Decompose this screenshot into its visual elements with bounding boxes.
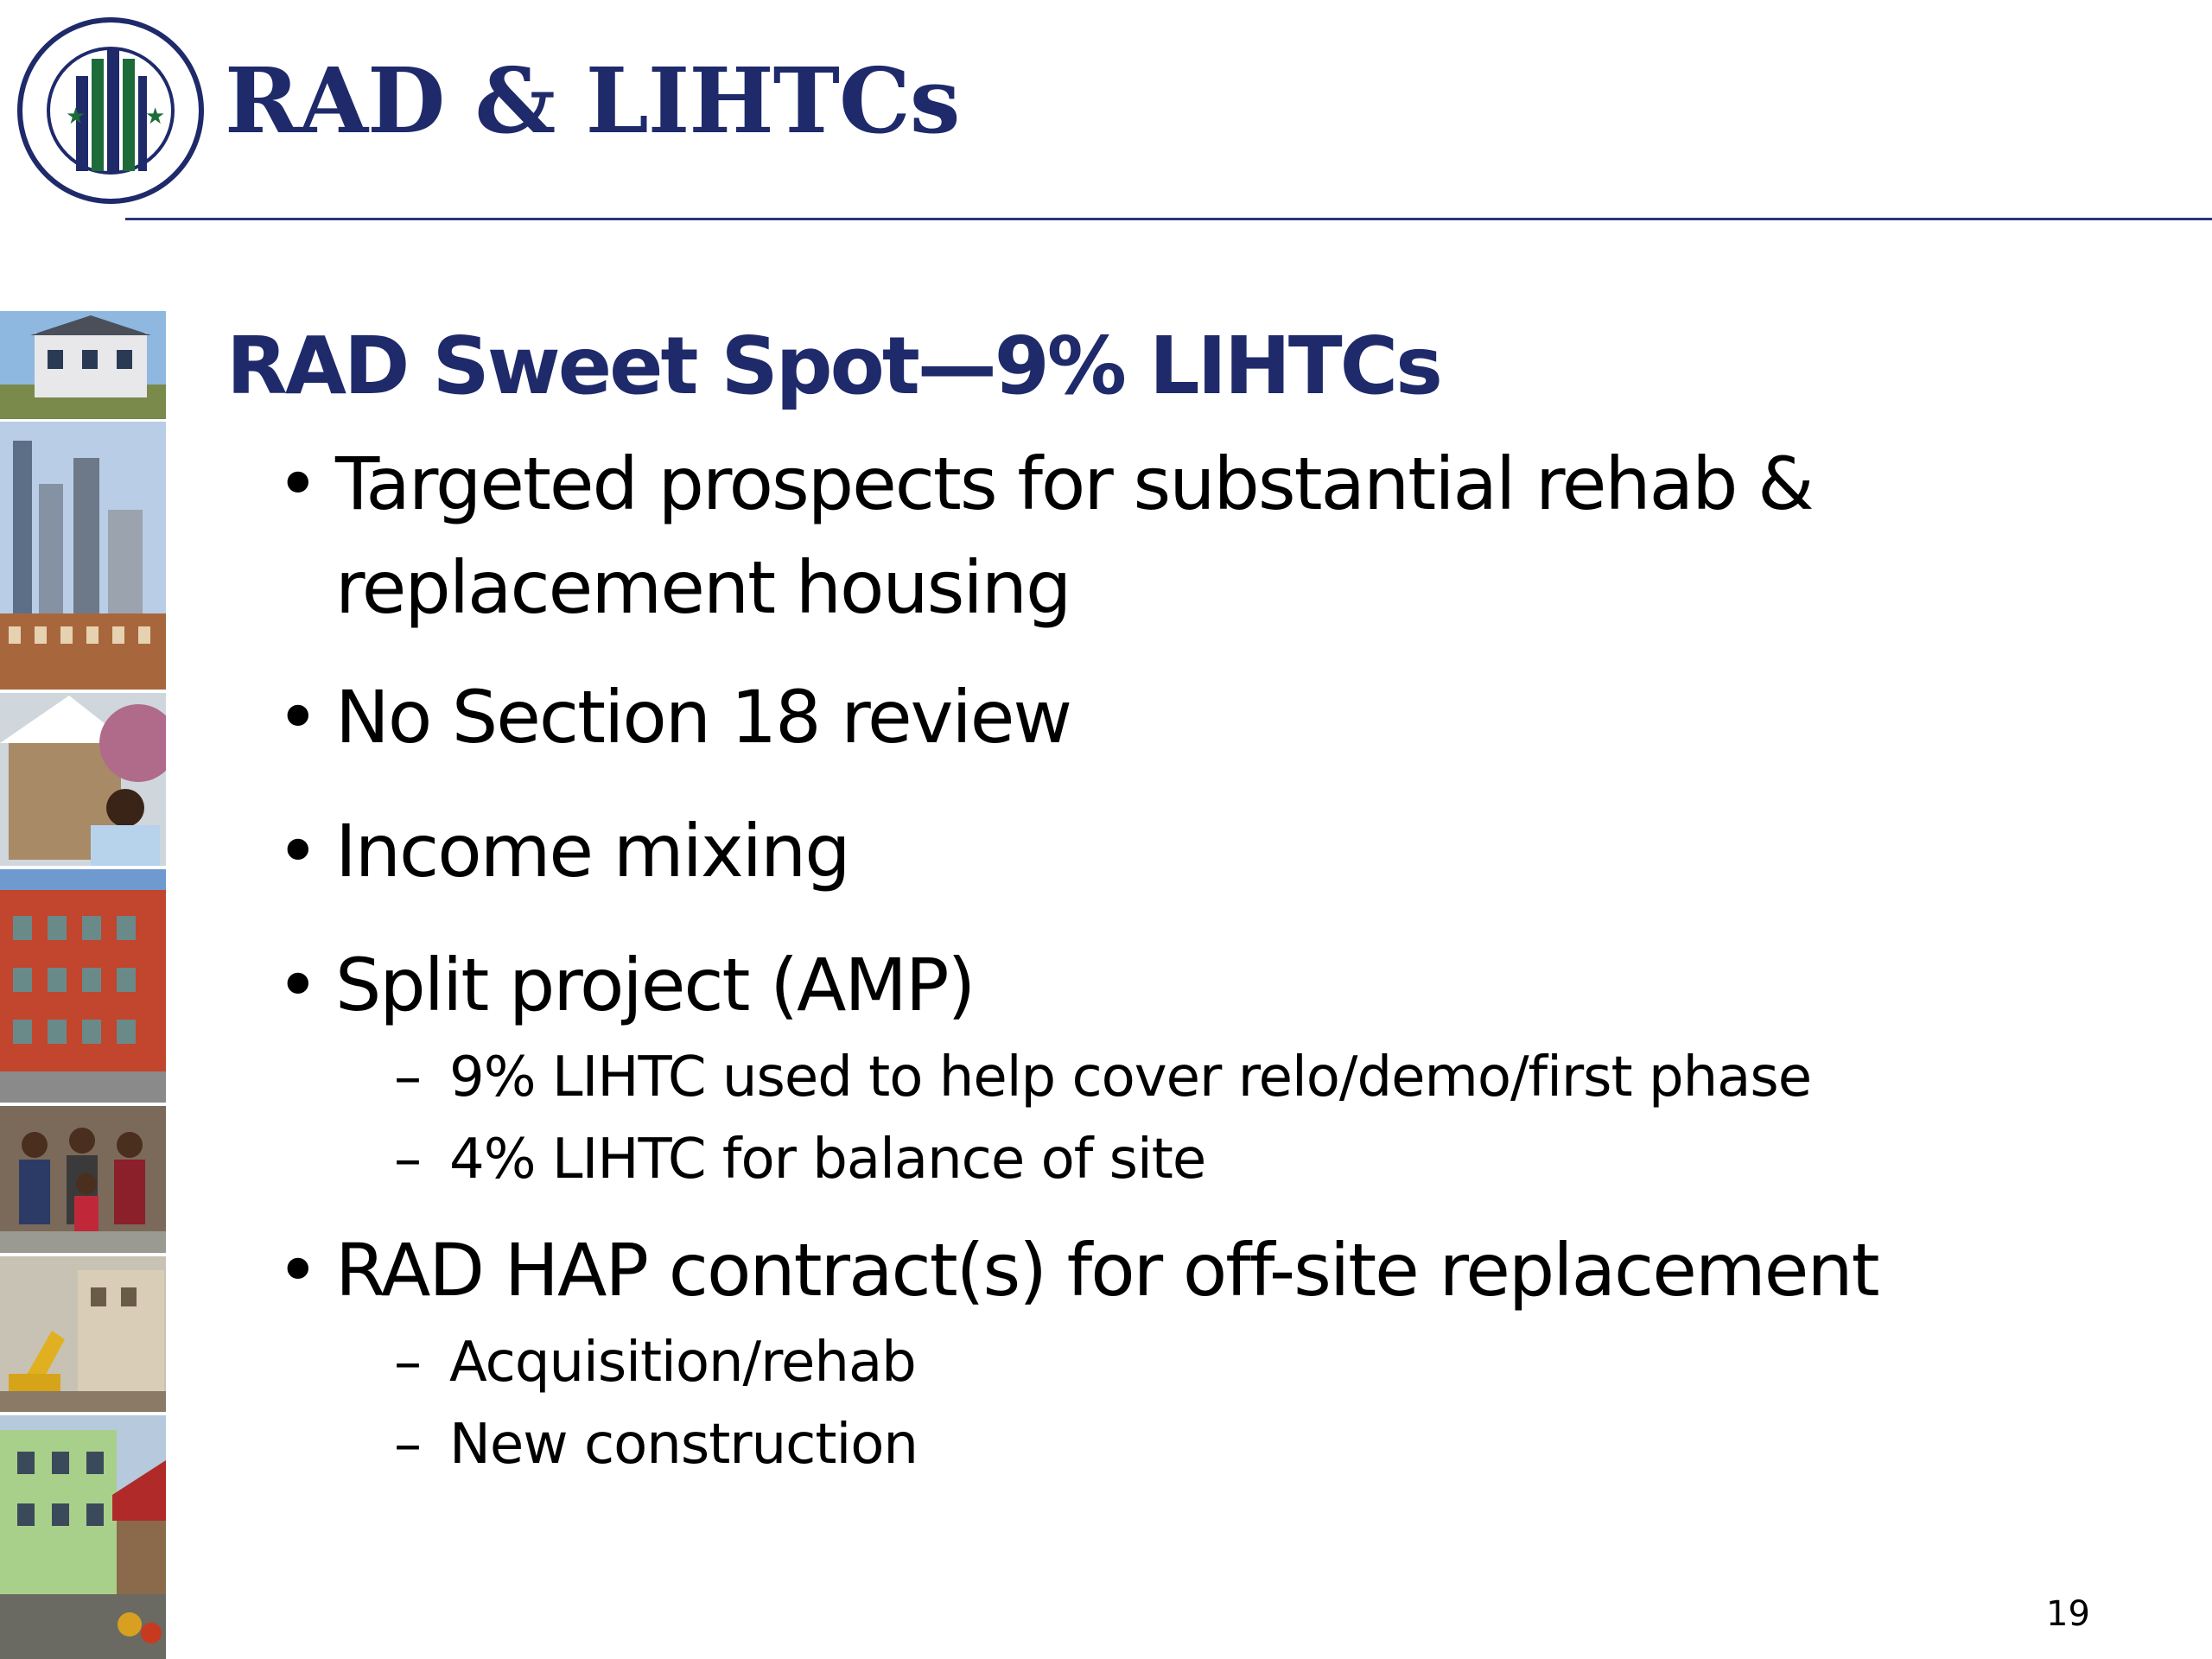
bullet-item <box>276 432 2160 639</box>
resident-photo <box>0 693 166 866</box>
bullet-text: RAD HAP contract(s) for off-site replacement <box>335 1228 1878 1313</box>
sub-bullet-list <box>335 1037 2160 1201</box>
hud-seal-icon <box>16 16 206 206</box>
sub-bullet-item: – 9% LIHTC used to help cover relo/demo/first phase <box>394 1037 2160 1119</box>
bullet-list <box>276 432 2160 1486</box>
photo-strip <box>0 311 166 1659</box>
townhouse-photo <box>0 1415 166 1659</box>
svg-text:★: ★ <box>66 104 86 130</box>
bullet-item <box>276 1218 2160 1486</box>
bullet-item <box>276 665 2160 769</box>
sub-bullet-item: – New construction <box>394 1404 2160 1486</box>
section-title: RAD Sweet Spot—9% LIHTCs <box>226 320 1440 412</box>
house-photo <box>0 311 166 419</box>
family-photo <box>0 1106 166 1253</box>
sub-bullet-item: – Acquisition/rehab <box>394 1322 2160 1404</box>
svg-text:★: ★ <box>145 104 166 130</box>
bullet-item <box>276 799 2160 903</box>
bullet-text: No Section 18 review <box>335 675 1071 760</box>
bullet-text: Income mixing <box>335 809 849 893</box>
demolition-photo <box>0 1256 166 1412</box>
sub-bullet-list <box>335 1322 2160 1486</box>
bullet-text: Split project (AMP) <box>335 943 975 1027</box>
page-number: 19 <box>2046 1594 2090 1634</box>
bullet-item <box>276 933 2160 1201</box>
sub-bullet-item: – 4% LIHTC for balance of site <box>394 1119 2160 1201</box>
slide-header-title: RAD & LIHTCs <box>225 48 960 154</box>
header-divider <box>125 218 2212 220</box>
apartment-building-photo <box>0 869 166 1103</box>
bullet-text: Targeted prospects for substantial rehab & replacement housing <box>335 442 1813 630</box>
skyline-photo <box>0 422 166 690</box>
